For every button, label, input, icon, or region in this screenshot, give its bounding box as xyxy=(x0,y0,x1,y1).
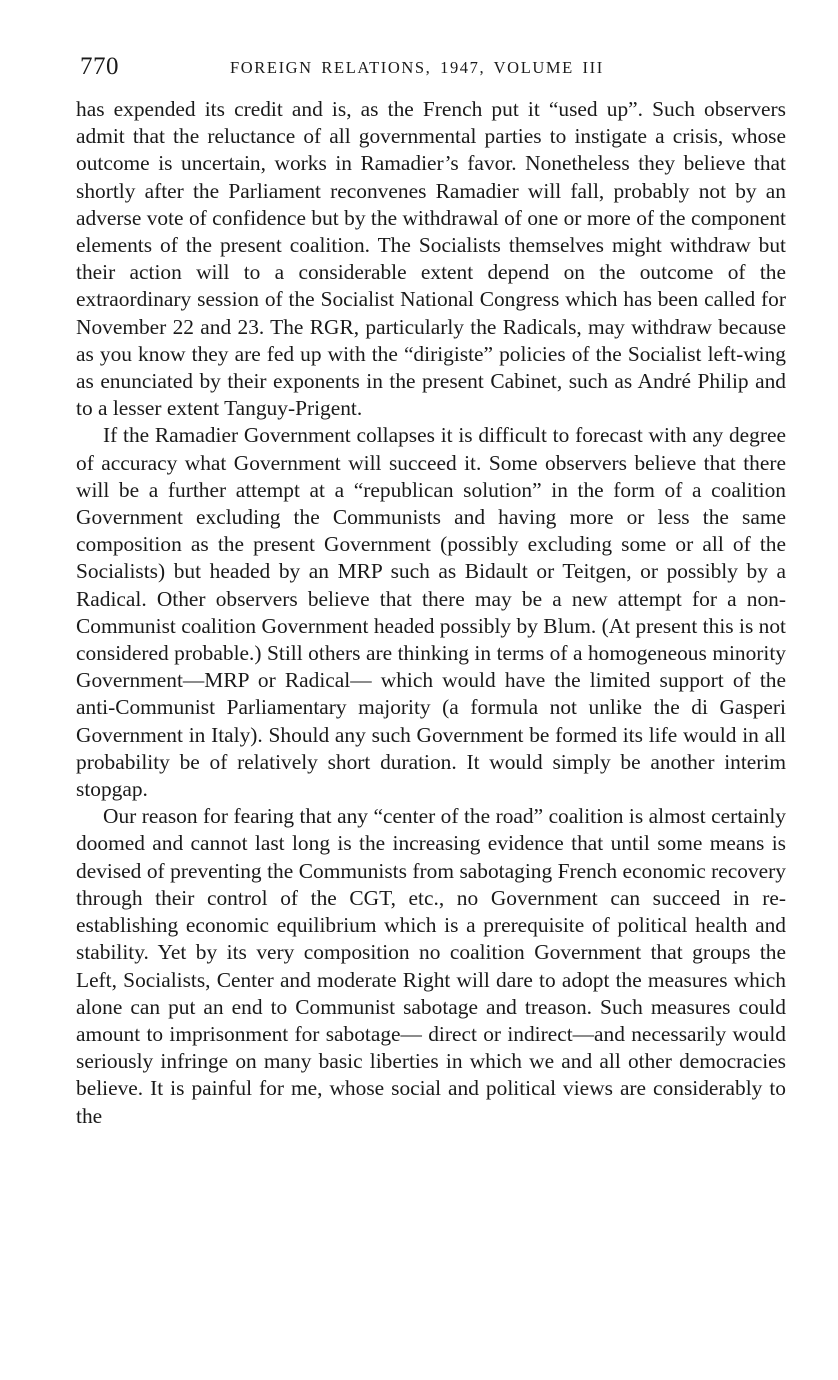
running-head xyxy=(80,50,786,84)
paragraph-center-coalition: Our reason for fearing that any “center of the road” coalition is almost certainly doomed and cannot last long is the increasing evidence that until some means is devised of preventing the Communists from sabotaging French economic recovery through their control of the CGT, etc., no Government can succeed in re-establishing economic equilibrium which is a prerequisite of political health and stability. Yet by its very composition no coalition Government that groups the Left, Socialists, Center and moderate Right will dare to adopt the measures which alone can put an end to Communist sabotage and treason. Such measures could amount to imprisonment for sabotage— direct or indirect—and necessarily would seriously infringe on many basic liberties in which we and all other democracies believe. It is painful for me, whose social and political views are considerably to the xyxy=(76,804,786,1128)
page-number: 770 xyxy=(80,53,119,80)
paragraph-continued: has expended its credit and is, as the French put it “used up”. Such observers admit that the reluctance of all governmental parties to instigate a crisis, whose outcome is uncertain, works in Ramadier’s favor. Nonetheless they believe that shortly after the Parliament reconvenes Ramadier will fall, probably not by an adverse vote of confidence but by the withdrawal of one or more of the component elements of the present coalition. The Socialists themselves might withdraw but their action will to a considerable extent depend on the outcome of the extraordinary session of the Socialist National Congress which has been called for November 22 and 23. The RGR, particularly the Radicals, may withdraw because as you know they are fed up with the “dirigiste” policies of the Socialist left-wing as enunciated by their exponents in the present Cabinet, such as André Philip and to a lesser extent Tanguy-Prigent. xyxy=(76,97,786,421)
body-text xyxy=(76,96,786,1130)
running-title: FOREIGN RELATIONS, 1947, VOLUME III xyxy=(230,58,604,77)
paragraph-government-succession: If the Ramadier Government collapses it is difficult to forecast with any degree of accuracy what Government will succeed it. Some observers believe that there will be a further attempt at a “republican solution” in the form of a coalition Government excluding the Communists and having more or less the same composition as the present Government (possibly excluding some or all of the Socialists) but headed by an MRP such as Bidault or Teitgen, or possibly by a Radical. Other observers believe that there may be a new attempt for a non-Communist coalition Government headed possibly by Blum. (At present this is not considered probable.) Still others are thinking in terms of a homogeneous minority Government—MRP or Radical— which would have the limited support of the anti-Communist Parliamentary majority (a formula not unlike the di Gasperi Government in Italy). Should any such Government be formed its life would in all probability be of relatively short duration. It would simply be another interim stopgap. xyxy=(76,423,786,802)
